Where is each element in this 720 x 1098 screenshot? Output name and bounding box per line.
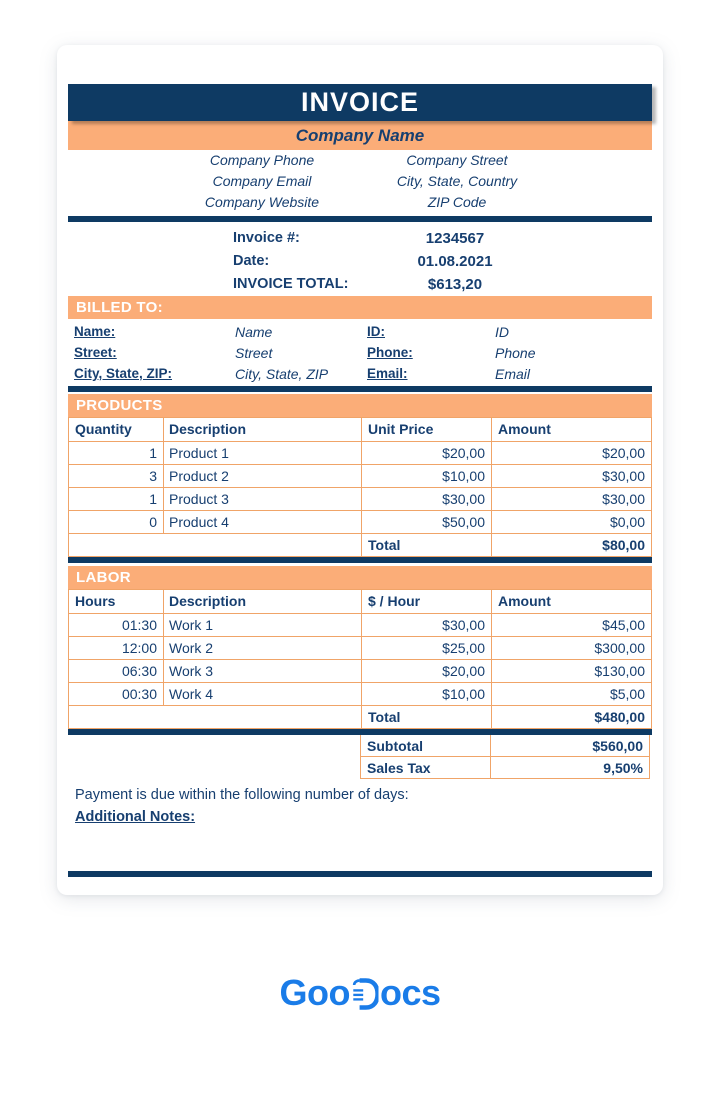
col-quantity: Quantity xyxy=(75,421,132,437)
unit-price-cell: $30,00 xyxy=(361,488,491,510)
qty-cell: 3 xyxy=(149,468,157,484)
labor-table xyxy=(68,589,652,729)
hours-cell: 06:30 xyxy=(121,663,157,679)
company-name-band xyxy=(68,121,652,150)
divider xyxy=(68,871,652,877)
sales-tax-label: Sales Tax xyxy=(360,757,490,779)
company-contact-block xyxy=(68,150,652,216)
sales-tax-row xyxy=(68,757,652,779)
labor-heading: LABOR xyxy=(76,569,131,586)
description-cell: Product 4 xyxy=(163,511,361,533)
company-email: Company Email xyxy=(212,173,312,189)
invoice-date-label: Date: xyxy=(233,253,270,269)
billed-id-label: ID: xyxy=(367,324,385,339)
col-description: Description xyxy=(163,590,361,613)
col-hours: Hours xyxy=(75,593,116,609)
billed-phone-label: Phone: xyxy=(367,345,413,360)
description-cell: Work 1 xyxy=(163,614,361,636)
billed-city-value: City, State, ZIP xyxy=(235,365,329,382)
contact-row xyxy=(68,152,652,173)
col-amount: Amount xyxy=(491,590,651,613)
hours-cell: 00:30 xyxy=(121,686,157,702)
empty-cell xyxy=(69,534,361,556)
labor-row xyxy=(69,659,651,682)
billed-phone-value: Phone xyxy=(495,344,536,361)
products-header-row xyxy=(69,418,651,441)
qty-cell: 1 xyxy=(149,445,157,461)
billed-to-band xyxy=(68,296,652,319)
billed-to-row xyxy=(68,342,652,363)
labor-row xyxy=(69,682,651,705)
invoice-info-block xyxy=(68,222,652,296)
logo-text-goo: Goo xyxy=(279,972,350,1013)
amount-cell: $0,00 xyxy=(491,511,651,533)
qty-cell: 0 xyxy=(149,514,157,530)
billed-name-value: Name xyxy=(235,323,273,340)
subtotal-value: $560,00 xyxy=(490,735,650,757)
billed-to-row xyxy=(68,363,652,384)
invoice-content xyxy=(68,84,652,877)
labor-band xyxy=(68,566,652,589)
invoice-date-row xyxy=(68,253,652,276)
col-description: Description xyxy=(163,418,361,441)
products-total-value: $80,00 xyxy=(491,534,651,556)
invoice-title-bar xyxy=(68,84,652,121)
col-unit-price: Unit Price xyxy=(361,418,491,441)
billed-to-row xyxy=(68,321,652,342)
rate-cell: $20,00 xyxy=(361,660,491,682)
company-name: Company Name xyxy=(295,125,425,145)
description-cell: Work 4 xyxy=(163,683,361,705)
billed-city-label: City, State, ZIP: xyxy=(74,366,173,381)
unit-price-cell: $50,00 xyxy=(361,511,491,533)
empty-cell xyxy=(68,757,360,779)
labor-row xyxy=(69,613,651,636)
summary-table xyxy=(68,735,652,779)
products-row xyxy=(69,464,651,487)
goodocs-document-icon xyxy=(352,976,379,1012)
billed-to-block xyxy=(68,319,652,386)
subtotal-label: Subtotal xyxy=(360,735,490,757)
company-street: Company Street xyxy=(406,152,508,168)
description-cell: Product 1 xyxy=(163,442,361,464)
products-heading: PRODUCTS xyxy=(76,397,163,414)
company-city-state-country: City, State, Country xyxy=(396,173,518,189)
billed-to-heading: BILLED TO: xyxy=(76,299,163,316)
invoice-title: INVOICE xyxy=(300,87,420,117)
products-band xyxy=(68,394,652,417)
products-row xyxy=(69,441,651,464)
invoice-number-row xyxy=(68,230,652,253)
col-amount: Amount xyxy=(491,418,651,441)
company-website: Company Website xyxy=(204,194,320,210)
subtotal-row xyxy=(68,735,652,757)
invoice-number-label: Invoice #: xyxy=(233,230,300,246)
products-total-label: Total xyxy=(361,534,491,556)
goodocs-logo[interactable] xyxy=(279,972,440,1014)
description-cell: Product 2 xyxy=(163,465,361,487)
invoice-date-value: 01.08.2021 xyxy=(417,253,493,270)
products-table xyxy=(68,417,652,557)
amount-cell: $30,00 xyxy=(491,465,651,487)
qty-cell: 1 xyxy=(149,491,157,507)
billed-street-label: Street: xyxy=(74,345,117,360)
billed-id-value: ID xyxy=(495,323,509,340)
description-cell: Work 2 xyxy=(163,637,361,659)
products-row xyxy=(69,510,651,533)
sales-tax-value: 9,50% xyxy=(490,757,650,779)
amount-cell: $300,00 xyxy=(491,637,651,659)
amount-cell: $45,00 xyxy=(491,614,651,636)
logo-text-ocs: ocs xyxy=(379,972,441,1013)
empty-cell xyxy=(68,735,360,757)
amount-cell: $30,00 xyxy=(491,488,651,510)
rate-cell: $10,00 xyxy=(361,683,491,705)
labor-header-row xyxy=(69,590,651,613)
amount-cell: $20,00 xyxy=(491,442,651,464)
billed-name-label: Name: xyxy=(74,324,116,339)
labor-total-value: $480,00 xyxy=(491,706,651,728)
notes-block xyxy=(68,779,652,829)
billed-email-value: Email xyxy=(495,365,531,382)
hours-cell: 12:00 xyxy=(121,640,157,656)
products-total-row xyxy=(69,533,651,556)
company-phone: Company Phone xyxy=(209,152,315,168)
empty-cell xyxy=(69,706,361,728)
invoice-total-value: $613,20 xyxy=(427,276,483,293)
billed-email-label: Email: xyxy=(367,366,408,381)
labor-row xyxy=(69,636,651,659)
additional-notes-label: Additional Notes: xyxy=(75,809,196,825)
rate-cell: $30,00 xyxy=(361,614,491,636)
amount-cell: $5,00 xyxy=(491,683,651,705)
description-cell: Work 3 xyxy=(163,660,361,682)
hours-cell: 01:30 xyxy=(121,617,157,633)
invoice-number-value: 1234567 xyxy=(425,230,485,247)
company-zip: ZIP Code xyxy=(427,194,487,210)
rate-cell: $25,00 xyxy=(361,637,491,659)
payment-terms-text: Payment is due within the following number of days: xyxy=(75,787,409,803)
invoice-total-row xyxy=(68,276,652,299)
billed-street-value: Street xyxy=(235,344,273,361)
col-rate: $ / Hour xyxy=(361,590,491,613)
invoice-total-label: INVOICE TOTAL: xyxy=(233,276,349,292)
contact-row xyxy=(68,194,652,215)
products-row xyxy=(69,487,651,510)
amount-cell: $130,00 xyxy=(491,660,651,682)
labor-total-label: Total xyxy=(361,706,491,728)
unit-price-cell: $10,00 xyxy=(361,465,491,487)
invoice-document xyxy=(57,45,663,895)
description-cell: Product 3 xyxy=(163,488,361,510)
contact-row xyxy=(68,173,652,194)
labor-total-row xyxy=(69,705,651,728)
unit-price-cell: $20,00 xyxy=(361,442,491,464)
